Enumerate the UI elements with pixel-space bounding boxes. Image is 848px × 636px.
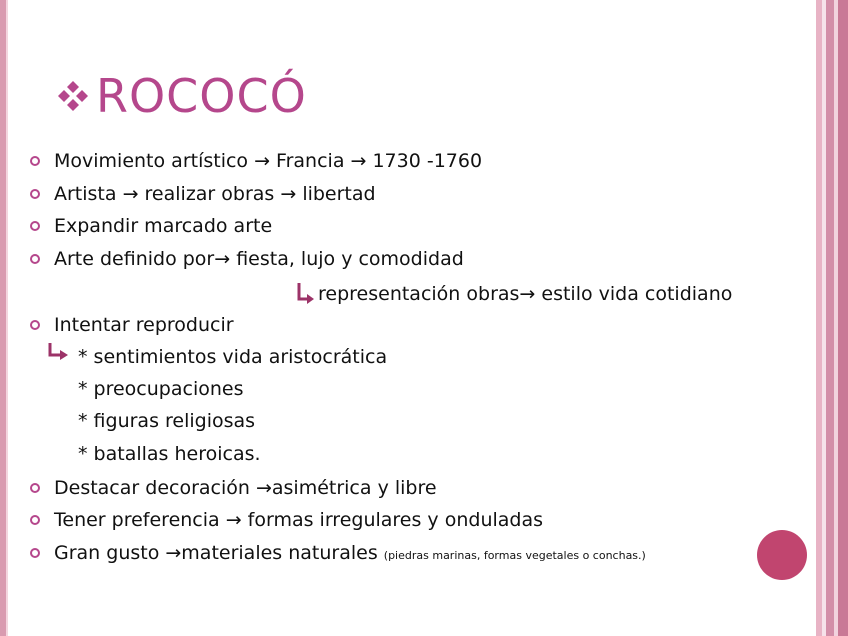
bullet-icon xyxy=(30,156,40,166)
sub-item-text: * sentimientos vida aristocrática xyxy=(78,346,388,368)
decorative-circle xyxy=(757,530,807,580)
left-border-inner xyxy=(6,0,8,636)
bullet-icon xyxy=(30,221,40,231)
bullet-text: Expandir marcado arte xyxy=(54,215,273,237)
sub-item-text: * batallas heroicas. xyxy=(78,443,261,465)
bullet-icon xyxy=(30,515,40,525)
bullet-text: Destacar decoración →asimétrica y libre xyxy=(54,477,437,499)
bullet-note: (piedras marinas, formas vegetales o conchas.) xyxy=(383,549,646,562)
title-text: ROCOCÓ xyxy=(96,69,307,123)
sub-item-text: * figuras religiosas xyxy=(78,410,256,432)
right-stripe-5 xyxy=(838,0,848,636)
diamond-bullet-icon xyxy=(56,79,90,113)
bullet-text: Tener preferencia → formas irregulares y onduladas xyxy=(54,509,544,531)
bullet-main-text: Gran gusto →materiales naturales xyxy=(54,542,378,564)
slide-title xyxy=(56,66,307,126)
bullet-icon xyxy=(30,483,40,493)
return-arrow-icon xyxy=(46,340,70,364)
bullet-text xyxy=(54,540,646,569)
right-stripe-3 xyxy=(826,0,834,636)
bullet-icon xyxy=(30,548,40,558)
bullet-text: Intentar reproducir xyxy=(54,314,234,336)
bullet-text: Movimiento artístico → Francia → 1730 -1760 xyxy=(54,150,483,172)
bullet-text: Artista → realizar obras → libertad xyxy=(54,183,376,205)
sub-item-text: * preocupaciones xyxy=(78,378,244,400)
return-arrow-icon xyxy=(296,281,316,305)
sub-line-text: representación obras→ estilo vida cotidiano xyxy=(318,283,733,305)
bullet-icon xyxy=(30,189,40,199)
bullet-text: Arte definido por→ fiesta, lujo y comodidad xyxy=(54,248,464,270)
bullet-icon xyxy=(30,320,40,330)
bullet-icon xyxy=(30,254,40,264)
